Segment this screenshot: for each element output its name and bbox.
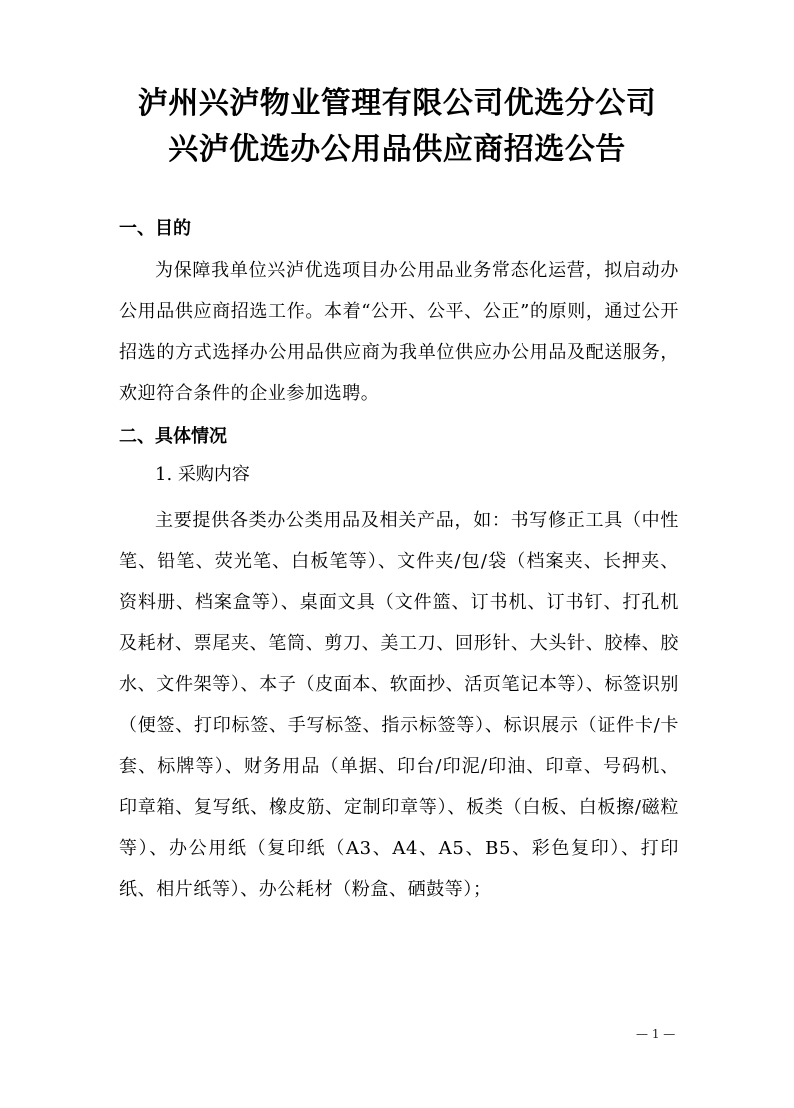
page-number: — 1 — xyxy=(636,1027,676,1041)
section-2-subheading: 1. 采购内容 xyxy=(155,464,250,485)
document-title-line-1: 泸州兴泸物业管理有限公司优选分公司 xyxy=(137,86,657,121)
section-2-paragraph: 主要提供各类办公类用品及相关产品，如：书写修正工具（中性笔、铅笔、荧光笔、白板笔等）、文件夹/包/袋（档案夹、长押夹、资料册、档案盒等）、桌面文具（文件篮、订书机、订书钉、打孔机及耗材、票尾夹、笔筒、剪刀、美工刀、回形针、大头针、胶棒、胶水、文件架等）、本子（皮面本、软面抄、活页笔记本等）、标签识别（便签、打印标签、手写标签、指示标签等）、标识展示（证件卡/卡套、标牌等）、财务用品（单据、印台/印泥/印油、印章、号码机、印章箱、复写纸、橡皮筋、定制印章等）、板类（白板、白板擦/磁粒等）、办公用纸（复印纸（A3、A4、A5、B5、彩色复印）、打印纸、相片纸等）、办公耗材（粉盒、硒鼓等）； xyxy=(119,510,679,900)
section-1-heading: 一、目的 xyxy=(119,218,191,239)
section-2-heading: 二、具体情况 xyxy=(119,426,227,447)
section-1-paragraph: 为保障我单位兴泸优选项目办公用品业务常态化运营，拟启动办公用品供应商招选工作。本着“公开、公平、公正”的原则，通过公开招选的方式选择办公用品供应商为我单位供应办公用品及配送服务，欢迎符合条件的企业参加选聘。 xyxy=(119,260,679,404)
document-title-line-2: 兴泸优选办公用品供应商招选公告 xyxy=(168,132,626,167)
